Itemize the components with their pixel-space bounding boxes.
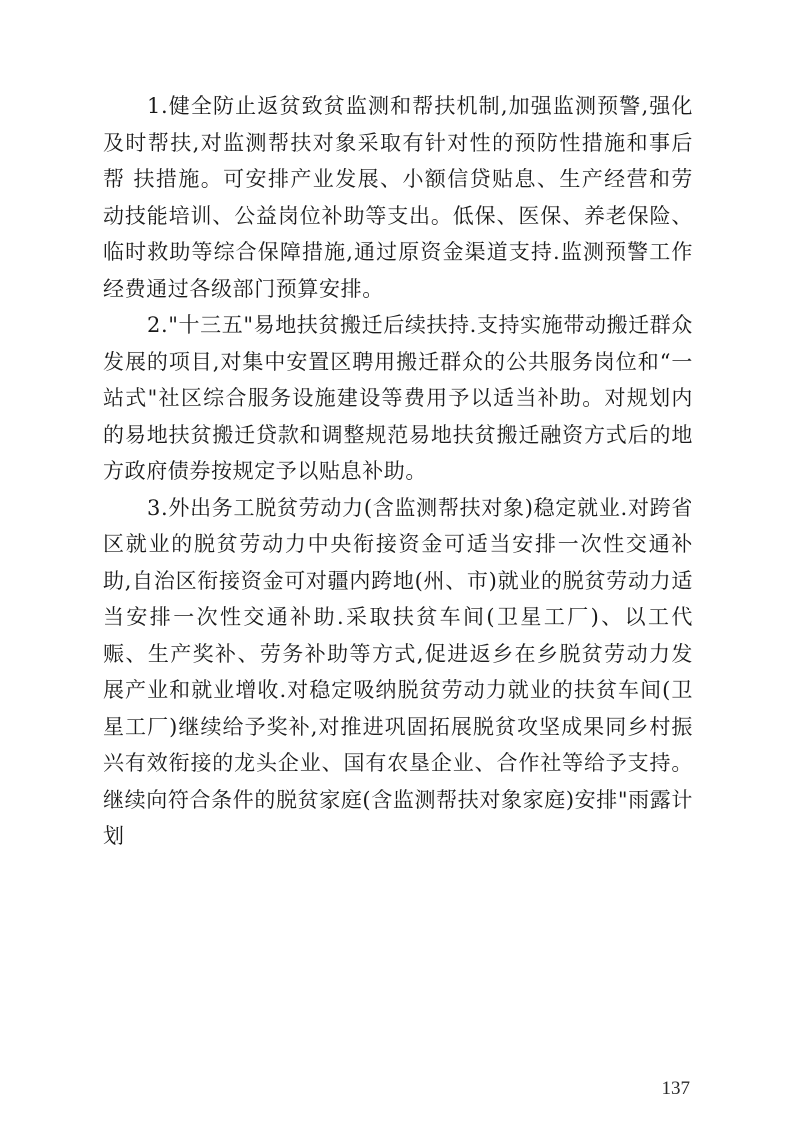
paragraph-2: 2."十三五"易地扶贫搬迁后续扶持.支持实施带动搬迁群众发展的项目,对集中安置区聘用搬迁群众的公共服务岗位和“一站式"社区综合服务设施建设等费用予以适当补助。对规划内的易地扶贫搬迁贷款和调整规范易地扶贫搬迁融资方式后的地方政府债券按规定予以贴息补助。 (103, 313, 693, 483)
body-text (103, 88, 693, 855)
page-number: 137 (661, 1078, 690, 1099)
paragraph-3: 3.外出务工脱贫劳动力(含监测帮扶对象)稳定就业.对跨省区就业的脱贫劳动力中央衔接资金可适当安排一次性交通补助,自治区衔接资金可对疆内跨地(州、市)就业的脱贫劳动力适当安排一次性交通补助.采取扶贫车间(卫星工厂)、以工代 赈、生产奖补、劳务补助等方式,促进返乡在乡脱贫劳动力发展产业和就业增收.对稳定吸纳脱贫劳动力就业的扶贫车间(卫星工厂)继续给予奖补,对推进巩固拓展脱贫攻坚成果同乡村振兴有效衔接的龙头企业、国有农垦企业、合作社等给予支持。继续向符合条件的脱贫家庭(含监测帮扶对象家庭)安排"雨露计划 (103, 495, 693, 848)
paragraph-1: 1.健全防止返贫致贫监测和帮扶机制,加强监测预警,强化及时帮扶,对监测帮扶对象采取有针对性的预防性措施和事后帮 扶措施。可安排产业发展、小额信贷贴息、生产经营和劳动技能培训、公益岗位补助等支出。低保、医保、养老保险、临时救助等综合保障措施,通过原资金渠道支持.监测预警工作经费通过各级部门预算安排。 (103, 94, 693, 301)
